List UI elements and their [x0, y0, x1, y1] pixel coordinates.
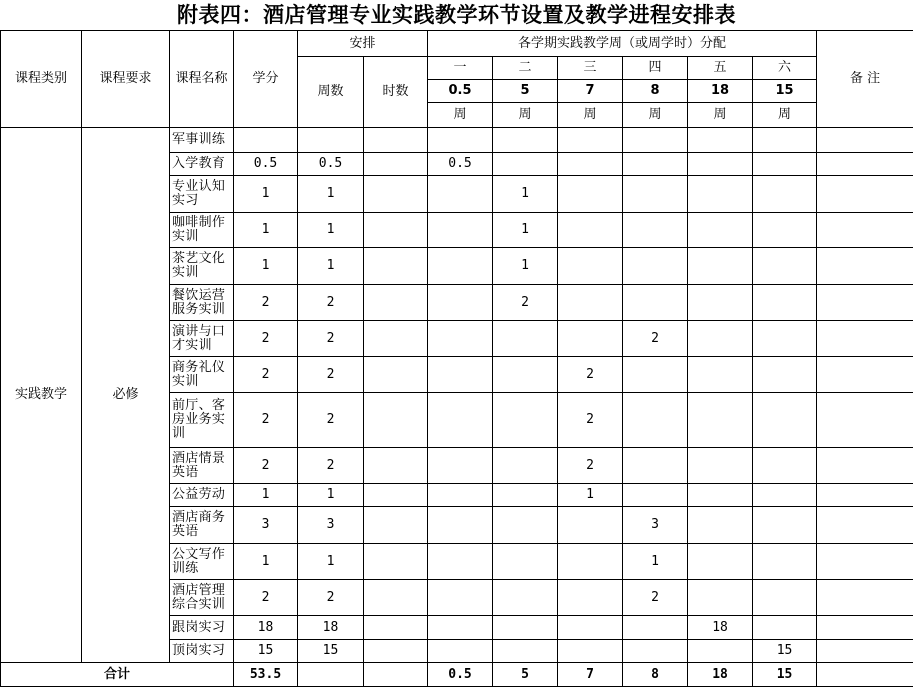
semester-3-cell	[558, 580, 623, 616]
semester-label: 四	[623, 57, 688, 80]
hours-cell	[364, 321, 428, 357]
remark-cell	[817, 248, 913, 285]
hours-cell	[364, 616, 428, 640]
credits-cell: 0.5	[234, 153, 298, 176]
remark-cell	[817, 544, 913, 580]
semester-4-cell: 2	[623, 321, 688, 357]
header-requirement: 课程要求	[82, 31, 170, 128]
remark-cell	[817, 153, 913, 176]
semester-5-cell	[688, 357, 753, 393]
credits-cell	[234, 128, 298, 153]
remark-cell	[817, 616, 913, 640]
remark-cell	[817, 484, 913, 507]
semester-1-cell	[428, 507, 493, 544]
semester-2-cell	[493, 580, 558, 616]
semester-3-cell	[558, 153, 623, 176]
semester-4-cell	[623, 285, 688, 321]
semester-weeks: 0.5	[428, 80, 493, 103]
semester-1-cell	[428, 616, 493, 640]
credits-cell: 2	[234, 357, 298, 393]
semester-3-cell	[558, 616, 623, 640]
semester-6-cell	[753, 484, 817, 507]
page-title: 附表四：酒店管理专业实践教学环节设置及教学进程安排表	[0, 0, 913, 30]
semester-6-cell	[753, 128, 817, 153]
weeks-cell: 2	[298, 321, 364, 357]
hours-cell	[364, 448, 428, 484]
semester-2-cell	[493, 393, 558, 448]
semester-weeks: 8	[623, 80, 688, 103]
course-name-cell: 跟岗实习	[170, 616, 234, 640]
semester-6-cell	[753, 321, 817, 357]
credits-cell: 1	[234, 213, 298, 248]
weeks-cell: 18	[298, 616, 364, 640]
semester-label: 三	[558, 57, 623, 80]
semester-3-cell	[558, 213, 623, 248]
course-name-cell: 餐饮运营服务实训	[170, 285, 234, 321]
header-course-name: 课程名称	[170, 31, 234, 128]
credits-cell: 1	[234, 544, 298, 580]
hours-cell	[364, 507, 428, 544]
header-category: 课程类别	[1, 31, 82, 128]
weeks-cell: 1	[298, 248, 364, 285]
semester-6-cell	[753, 448, 817, 484]
semester-3-cell: 2	[558, 393, 623, 448]
semester-2-cell	[493, 484, 558, 507]
course-name-cell: 专业认知实习	[170, 176, 234, 213]
semester-unit: 周	[688, 103, 753, 128]
semester-3-cell	[558, 544, 623, 580]
semester-5-cell	[688, 248, 753, 285]
remark-cell	[817, 393, 913, 448]
semester-unit: 周	[623, 103, 688, 128]
weeks-cell: 3	[298, 507, 364, 544]
header-semester-group: 各学期实践教学周（或周学时）分配	[428, 31, 817, 57]
semester-5-cell	[688, 484, 753, 507]
table-row	[1, 128, 913, 153]
semester-5-cell	[688, 507, 753, 544]
total-hours	[364, 663, 428, 687]
practice-schedule-table	[0, 30, 913, 687]
header-remark: 备 注	[817, 31, 913, 128]
credits-cell: 15	[234, 640, 298, 663]
semester-4-cell	[623, 484, 688, 507]
credits-cell: 2	[234, 321, 298, 357]
semester-unit: 周	[493, 103, 558, 128]
semester-2-cell: 2	[493, 285, 558, 321]
semester-label: 五	[688, 57, 753, 80]
weeks-cell: 1	[298, 484, 364, 507]
semester-4-cell	[623, 153, 688, 176]
weeks-cell: 0.5	[298, 153, 364, 176]
semester-2-cell	[493, 544, 558, 580]
semester-5-cell	[688, 448, 753, 484]
total-semester-5: 18	[688, 663, 753, 687]
semester-weeks: 18	[688, 80, 753, 103]
semester-1-cell	[428, 128, 493, 153]
hours-cell	[364, 357, 428, 393]
weeks-cell: 2	[298, 580, 364, 616]
remark-cell	[817, 321, 913, 357]
total-semester-3: 7	[558, 663, 623, 687]
semester-unit: 周	[558, 103, 623, 128]
course-name-cell: 公益劳动	[170, 484, 234, 507]
semester-5-cell	[688, 640, 753, 663]
weeks-cell: 1	[298, 176, 364, 213]
credits-cell: 1	[234, 484, 298, 507]
semester-3-cell	[558, 128, 623, 153]
weeks-cell: 1	[298, 213, 364, 248]
semester-weeks: 15	[753, 80, 817, 103]
semester-1-cell	[428, 213, 493, 248]
semester-6-cell	[753, 213, 817, 248]
header-hours: 时数	[364, 57, 428, 128]
remark-cell	[817, 285, 913, 321]
course-name-cell: 咖啡制作实训	[170, 213, 234, 248]
semester-5-cell	[688, 285, 753, 321]
total-label: 合计	[1, 663, 234, 687]
total-credits: 53.5	[234, 663, 298, 687]
semester-2-cell	[493, 640, 558, 663]
hours-cell	[364, 128, 428, 153]
semester-label: 六	[753, 57, 817, 80]
semester-6-cell	[753, 507, 817, 544]
course-name-cell: 酒店情景英语	[170, 448, 234, 484]
credits-cell: 18	[234, 616, 298, 640]
course-name-cell: 顶岗实习	[170, 640, 234, 663]
semester-5-cell	[688, 544, 753, 580]
semester-3-cell	[558, 507, 623, 544]
semester-4-cell	[623, 640, 688, 663]
semester-5-cell	[688, 153, 753, 176]
semester-6-cell	[753, 248, 817, 285]
semester-4-cell: 2	[623, 580, 688, 616]
semester-1-cell	[428, 285, 493, 321]
semester-2-cell	[493, 321, 558, 357]
semester-1-cell	[428, 484, 493, 507]
semester-weeks: 7	[558, 80, 623, 103]
total-weeks	[298, 663, 364, 687]
semester-4-cell	[623, 616, 688, 640]
semester-3-cell: 1	[558, 484, 623, 507]
credits-cell: 1	[234, 176, 298, 213]
remark-cell	[817, 507, 913, 544]
semester-4-cell	[623, 213, 688, 248]
weeks-cell: 2	[298, 393, 364, 448]
total-remark	[817, 663, 913, 687]
total-semester-4: 8	[623, 663, 688, 687]
semester-label: 二	[493, 57, 558, 80]
semester-6-cell	[753, 544, 817, 580]
semester-1-cell	[428, 321, 493, 357]
course-name-cell: 入学教育	[170, 153, 234, 176]
weeks-cell: 2	[298, 285, 364, 321]
semester-6-cell	[753, 285, 817, 321]
semester-4-cell	[623, 176, 688, 213]
semester-unit: 周	[753, 103, 817, 128]
semester-label: 一	[428, 57, 493, 80]
remark-cell	[817, 357, 913, 393]
credits-cell: 2	[234, 448, 298, 484]
semester-6-cell	[753, 393, 817, 448]
category-cell: 实践教学	[1, 128, 82, 663]
header-arrangement: 安排	[298, 31, 428, 57]
semester-5-cell	[688, 176, 753, 213]
semester-5-cell	[688, 213, 753, 248]
semester-2-cell	[493, 153, 558, 176]
semester-2-cell	[493, 357, 558, 393]
requirement-cell: 必修	[82, 128, 170, 663]
semester-1-cell: 0.5	[428, 153, 493, 176]
semester-3-cell	[558, 321, 623, 357]
semester-1-cell	[428, 176, 493, 213]
semester-5-cell	[688, 321, 753, 357]
semester-6-cell	[753, 580, 817, 616]
semester-2-cell	[493, 448, 558, 484]
semester-3-cell	[558, 285, 623, 321]
credits-cell: 2	[234, 285, 298, 321]
semester-1-cell	[428, 357, 493, 393]
hours-cell	[364, 176, 428, 213]
semester-3-cell: 2	[558, 357, 623, 393]
credits-cell: 3	[234, 507, 298, 544]
credits-cell: 1	[234, 248, 298, 285]
total-semester-1: 0.5	[428, 663, 493, 687]
course-name-cell: 演讲与口才实训	[170, 321, 234, 357]
credits-cell: 2	[234, 393, 298, 448]
total-row	[1, 663, 913, 687]
semester-1-cell	[428, 580, 493, 616]
semester-2-cell	[493, 507, 558, 544]
weeks-cell: 2	[298, 448, 364, 484]
semester-3-cell	[558, 176, 623, 213]
semester-4-cell	[623, 393, 688, 448]
semester-2-cell: 1	[493, 213, 558, 248]
weeks-cell	[298, 128, 364, 153]
course-name-cell: 酒店管理综合实训	[170, 580, 234, 616]
semester-5-cell: 18	[688, 616, 753, 640]
semester-3-cell	[558, 640, 623, 663]
hours-cell	[364, 153, 428, 176]
semester-2-cell: 1	[493, 248, 558, 285]
table-header	[1, 31, 913, 128]
semester-6-cell	[753, 616, 817, 640]
course-name-cell: 酒店商务英语	[170, 507, 234, 544]
remark-cell	[817, 213, 913, 248]
hours-cell	[364, 248, 428, 285]
semester-5-cell	[688, 393, 753, 448]
semester-4-cell	[623, 128, 688, 153]
semester-3-cell: 2	[558, 448, 623, 484]
hours-cell	[364, 393, 428, 448]
semester-weeks: 5	[493, 80, 558, 103]
semester-2-cell: 1	[493, 176, 558, 213]
semester-1-cell	[428, 640, 493, 663]
hours-cell	[364, 544, 428, 580]
weeks-cell: 2	[298, 357, 364, 393]
remark-cell	[817, 448, 913, 484]
course-name-cell: 公文写作训练	[170, 544, 234, 580]
semester-6-cell	[753, 357, 817, 393]
semester-6-cell	[753, 153, 817, 176]
remark-cell	[817, 128, 913, 153]
semester-4-cell: 3	[623, 507, 688, 544]
semester-2-cell	[493, 128, 558, 153]
hours-cell	[364, 285, 428, 321]
hours-cell	[364, 640, 428, 663]
semester-3-cell	[558, 248, 623, 285]
semester-6-cell: 15	[753, 640, 817, 663]
table-body	[1, 128, 913, 663]
semester-1-cell	[428, 448, 493, 484]
header-weeks: 周数	[298, 57, 364, 128]
semester-1-cell	[428, 248, 493, 285]
total-semester-6: 15	[753, 663, 817, 687]
table-footer	[1, 663, 913, 687]
semester-6-cell	[753, 176, 817, 213]
semester-2-cell	[493, 616, 558, 640]
semester-5-cell	[688, 128, 753, 153]
course-name-cell: 商务礼仪实训	[170, 357, 234, 393]
semester-1-cell	[428, 393, 493, 448]
total-semester-2: 5	[493, 663, 558, 687]
semester-4-cell	[623, 248, 688, 285]
semester-5-cell	[688, 580, 753, 616]
credits-cell: 2	[234, 580, 298, 616]
remark-cell	[817, 176, 913, 213]
hours-cell	[364, 580, 428, 616]
hours-cell	[364, 213, 428, 248]
semester-4-cell	[623, 448, 688, 484]
semester-4-cell	[623, 357, 688, 393]
course-name-cell: 前厅、客房业务实训	[170, 393, 234, 448]
semester-unit: 周	[428, 103, 493, 128]
remark-cell	[817, 580, 913, 616]
remark-cell	[817, 640, 913, 663]
semester-4-cell: 1	[623, 544, 688, 580]
hours-cell	[364, 484, 428, 507]
semester-1-cell	[428, 544, 493, 580]
header-credits: 学分	[234, 31, 298, 128]
course-name-cell: 茶艺文化实训	[170, 248, 234, 285]
weeks-cell: 1	[298, 544, 364, 580]
weeks-cell: 15	[298, 640, 364, 663]
course-name-cell: 军事训练	[170, 128, 234, 153]
